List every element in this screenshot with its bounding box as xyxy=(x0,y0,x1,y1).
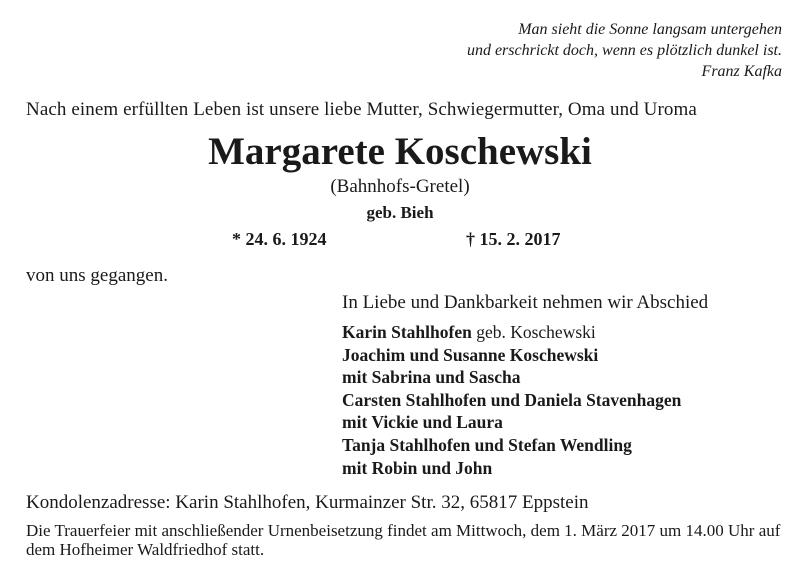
deceased-name: Margarete Koschewski xyxy=(208,130,592,173)
mourner-line: mit Sabrina und Sascha xyxy=(342,367,521,388)
epigraph-quote xyxy=(467,19,782,82)
quote-author: Franz Kafka xyxy=(701,63,782,80)
mourner-line: Carsten Stahlhofen und Daniela Stavenhagen xyxy=(342,389,682,410)
condolence-address: Kondolenzadresse: Karin Stahlhofen, Kurmainzer Str. 32, 65817 Eppstein xyxy=(26,492,589,513)
deceased-birth-name: geb. Bieh xyxy=(366,203,434,222)
mourners-list xyxy=(342,321,681,479)
passed-away-text: von uns gegangen. xyxy=(26,265,168,286)
mourner-line: Joachim und Susanne Koschewski xyxy=(342,344,599,365)
deceased-nickname: (Bahnhofs-Gretel) xyxy=(330,176,470,197)
mourner-line: Tanja Stahlhofen und Stefan Wendling xyxy=(342,434,632,455)
mourner-line xyxy=(342,321,681,344)
mourner-name: Karin Stahlhofen xyxy=(342,322,472,342)
intro-text: Nach einem erfüllten Leben ist unsere liebe Mutter, Schwiegermutter, Oma und Uroma xyxy=(26,99,697,120)
mourner-birth-name: geb. Koschewski xyxy=(471,322,596,342)
death-date: † 15. 2. 2017 xyxy=(466,229,561,249)
quote-line-1: Man sieht die Sonne langsam untergehen xyxy=(518,21,782,38)
mourner-line: mit Vickie und Laura xyxy=(342,412,503,433)
quote-line-2: und erschrickt doch, wenn es plötzlich dunkel ist. xyxy=(466,42,782,59)
birth-date: * 24. 6. 1924 xyxy=(232,229,327,249)
mourner-line: mit Robin und John xyxy=(342,457,493,478)
funeral-service-text: Die Trauerfeier mit anschließender Urnenbeisetzung findet am Mittwoch, dem 1. März 2017 um 14.00 Uhr auf dem Hofheimer Waldfriedhof statt. xyxy=(26,521,781,559)
farewell-text: In Liebe und Dankbarkeit nehmen wir Abschied xyxy=(342,292,709,313)
